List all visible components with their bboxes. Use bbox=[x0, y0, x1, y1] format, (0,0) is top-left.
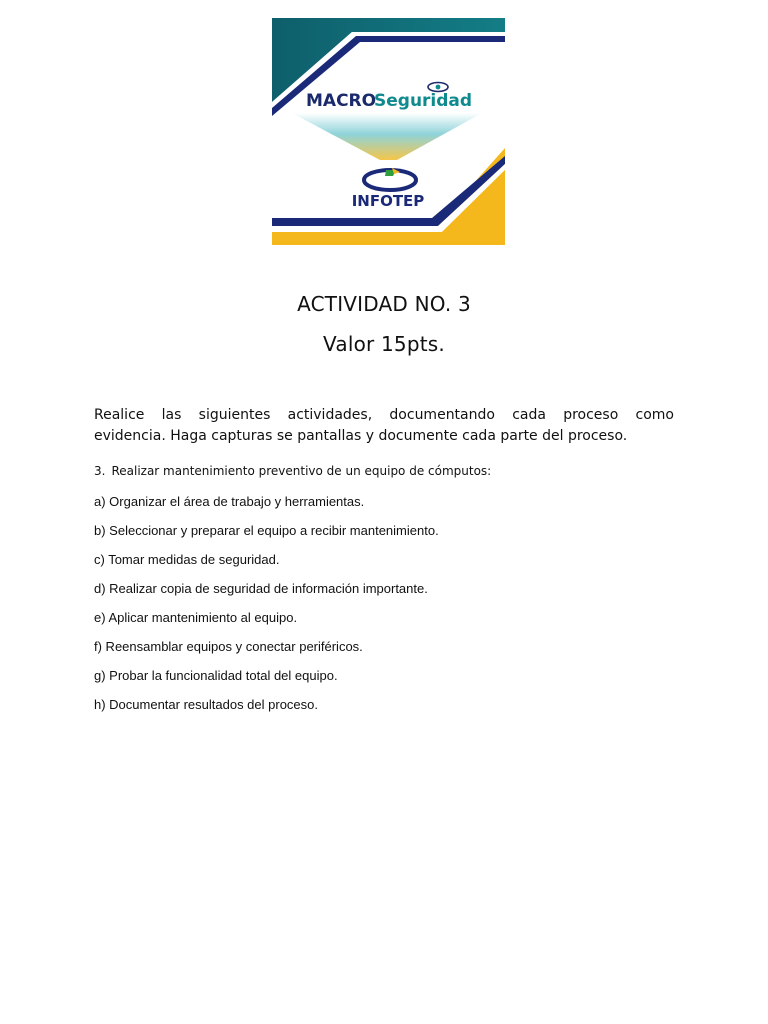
page-subtitle: Valor 15pts. bbox=[323, 332, 445, 356]
task-number: 3. bbox=[94, 464, 106, 478]
task-steps-list bbox=[94, 494, 439, 726]
brand-seguridad-text: Seguridad bbox=[374, 91, 473, 111]
list-item: e) Aplicar mantenimiento al equipo. bbox=[94, 610, 298, 625]
instructions-line-2: evidencia. Haga capturas se pantallas y documente cada parte del proceso. bbox=[94, 428, 628, 444]
list-item: h) Documentar resultados del proceso. bbox=[94, 697, 319, 712]
infotep-text: INFOTEP bbox=[351, 192, 425, 210]
page-title: ACTIVIDAD NO. 3 bbox=[297, 292, 471, 316]
list-item: a) Organizar el área de trabajo y herramientas. bbox=[94, 494, 365, 509]
task-text: Realizar mantenimiento preventivo de un equipo de cómputos: bbox=[111, 464, 492, 478]
instructions-line-1: Realice las siguientes actividades, documentando cada proceso como bbox=[94, 407, 674, 423]
task-heading bbox=[94, 464, 491, 478]
instructions-paragraph bbox=[94, 405, 674, 447]
list-item: d) Realizar copia de seguridad de información importante. bbox=[94, 581, 428, 596]
list-item: c) Tomar medidas de seguridad. bbox=[94, 552, 280, 567]
list-item: b) Seleccionar y preparar el equipo a recibir mantenimiento. bbox=[94, 523, 439, 538]
list-item: f) Reensamblar equipos y conectar periféricos. bbox=[94, 639, 363, 654]
brand-macro-text: MACRO bbox=[306, 91, 377, 111]
macroseguridad-infotep-logo bbox=[272, 18, 505, 245]
list-item: g) Probar la funcionalidad total del equipo. bbox=[94, 668, 338, 683]
